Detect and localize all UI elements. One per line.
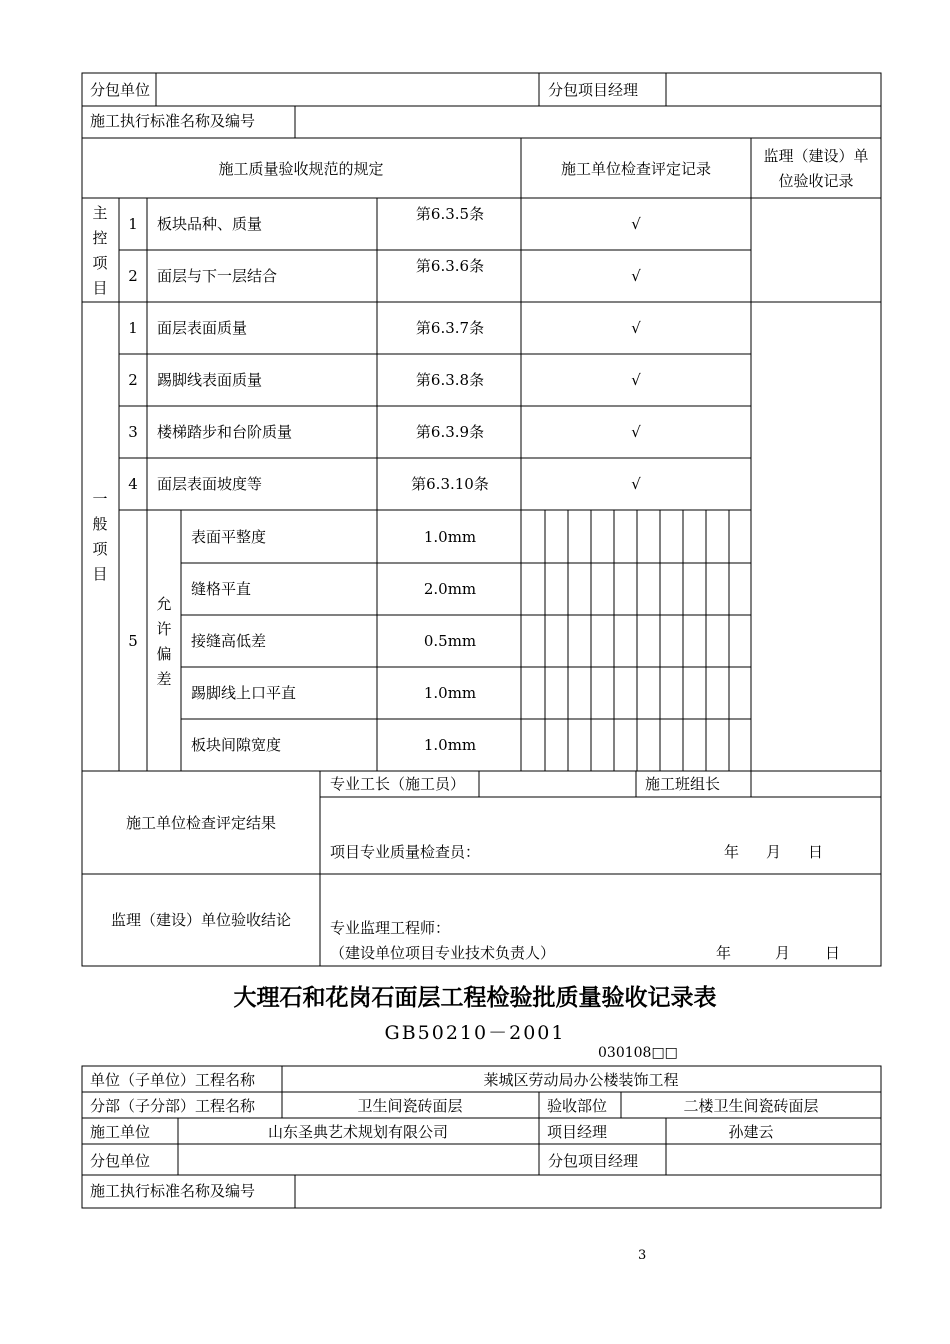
main-item-clause: 第6.3.5条 xyxy=(415,205,485,223)
deviation-item-value: 1.0mm xyxy=(423,736,477,754)
location-label: 验收部位 xyxy=(547,1097,608,1115)
main-item-no: 2 xyxy=(128,267,138,285)
main-item-check: √ xyxy=(631,215,641,233)
main-group-char: 目 xyxy=(92,279,108,297)
deviation-char: 差 xyxy=(156,670,172,688)
pm-value: 孙建云 xyxy=(728,1123,774,1141)
deviation-item-value: 1.0mm xyxy=(423,684,477,702)
main-item-check: √ xyxy=(631,267,641,285)
general-item-clause: 第6.3.8条 xyxy=(415,371,485,389)
main-item-no: 1 xyxy=(128,215,138,233)
general-item-check: √ xyxy=(631,371,641,389)
general-item-clause: 第6.3.7条 xyxy=(415,319,485,337)
deviation-char: 偏 xyxy=(156,645,172,663)
standard-code: GB50210－2001 xyxy=(384,1022,566,1044)
deviation-char: 允 xyxy=(156,595,172,613)
unit-project-label: 单位（子单位）工程名称 xyxy=(90,1071,256,1089)
sub-pm-label: 分包项目经理 xyxy=(548,1152,639,1170)
result-label: 施工单位检查评定结果 xyxy=(125,814,277,832)
deviation-item-name: 接缝高低差 xyxy=(191,632,267,650)
general-item-clause: 第6.3.10条 xyxy=(411,475,489,493)
general-group-char: 般 xyxy=(92,515,108,533)
general-group-char: 项 xyxy=(92,540,108,558)
subcontractor-label: 分包单位 xyxy=(90,81,151,99)
general-item-check: √ xyxy=(631,423,641,441)
team-leader-label: 施工班组长 xyxy=(645,775,721,793)
date-month: 月 xyxy=(766,843,782,861)
owner-tech-label: （建设单位项目专业技术负责人） xyxy=(330,944,556,962)
spec-header: 施工质量验收规范的规定 xyxy=(218,160,384,178)
general-item-name: 面层表面坡度等 xyxy=(157,475,263,493)
main-item-clause: 第6.3.6条 xyxy=(415,257,485,275)
contractor-value: 山东圣典艺术规划有限公司 xyxy=(267,1123,449,1141)
deviation-char: 许 xyxy=(156,620,172,638)
form-code: 030108□□ xyxy=(598,1045,678,1061)
standard-label: 施工执行标准名称及编号 xyxy=(90,112,256,130)
main-item-name: 面层与下一层结合 xyxy=(157,267,278,285)
general-item-no: 1 xyxy=(128,319,138,337)
general-group-char: 一 xyxy=(92,490,108,508)
form-title: 大理石和花岗石面层工程检验批质量验收记录表 xyxy=(233,985,717,1011)
conclusion-label: 监理（建设）单位验收结论 xyxy=(110,911,292,929)
general-item-no: 2 xyxy=(128,371,138,389)
deviation-item-value: 2.0mm xyxy=(423,580,477,598)
general-item-name: 楼梯踏步和台阶质量 xyxy=(157,423,293,441)
standard-label: 施工执行标准名称及编号 xyxy=(90,1182,256,1200)
general-item-no: 4 xyxy=(128,475,138,493)
sub-pm-label: 分包项目经理 xyxy=(548,81,639,99)
main-group-char: 控 xyxy=(92,229,108,247)
main-group-char: 项 xyxy=(92,254,108,272)
general-item-name: 面层表面质量 xyxy=(157,319,248,337)
page-number: 3 xyxy=(638,1248,647,1263)
general-item-check: √ xyxy=(631,475,641,493)
date-month: 月 xyxy=(775,944,791,962)
general-group-char: 目 xyxy=(92,565,108,583)
general-item-check: √ xyxy=(631,319,641,337)
deviation-item-name: 板块间隙宽度 xyxy=(191,736,282,754)
foreman-label: 专业工长（施工员） xyxy=(330,775,466,793)
unit-project-value: 莱城区劳动局办公楼装饰工程 xyxy=(483,1071,679,1089)
main-item-name: 板块品种、质量 xyxy=(157,215,263,233)
pm-label: 项目经理 xyxy=(547,1123,608,1141)
date-year: 年 xyxy=(716,944,732,962)
general-item-name: 踢脚线表面质量 xyxy=(157,371,263,389)
deviation-item-name: 踢脚线上口平直 xyxy=(191,684,297,702)
date-day: 日 xyxy=(808,843,824,861)
general-item-no: 3 xyxy=(128,423,138,441)
deviation-item-name: 缝格平直 xyxy=(191,580,252,598)
engineer-label: 专业监理工程师： xyxy=(330,919,451,937)
supervisor-header-line2: 位验收记录 xyxy=(778,172,854,190)
inspector-label: 项目专业质量检查员： xyxy=(330,843,481,861)
subcontractor-label: 分包单位 xyxy=(90,1152,151,1170)
date-year: 年 xyxy=(724,843,740,861)
deviation-item-name: 表面平整度 xyxy=(191,528,267,546)
check-header: 施工单位检查评定记录 xyxy=(560,160,712,178)
contractor-label: 施工单位 xyxy=(90,1123,151,1141)
main-group-char: 主 xyxy=(92,204,108,222)
deviation-item-value: 1.0mm xyxy=(423,528,477,546)
location-value: 二楼卫生间瓷砖面层 xyxy=(683,1097,819,1115)
deviation-no: 5 xyxy=(128,632,138,650)
division-label: 分部（子分部）工程名称 xyxy=(90,1097,256,1115)
division-value: 卫生间瓷砖面层 xyxy=(357,1097,463,1115)
date-day: 日 xyxy=(825,944,841,962)
supervisor-header-line1: 监理（建设）单 xyxy=(763,147,869,165)
deviation-item-value: 0.5mm xyxy=(423,632,477,650)
general-item-clause: 第6.3.9条 xyxy=(415,423,485,441)
